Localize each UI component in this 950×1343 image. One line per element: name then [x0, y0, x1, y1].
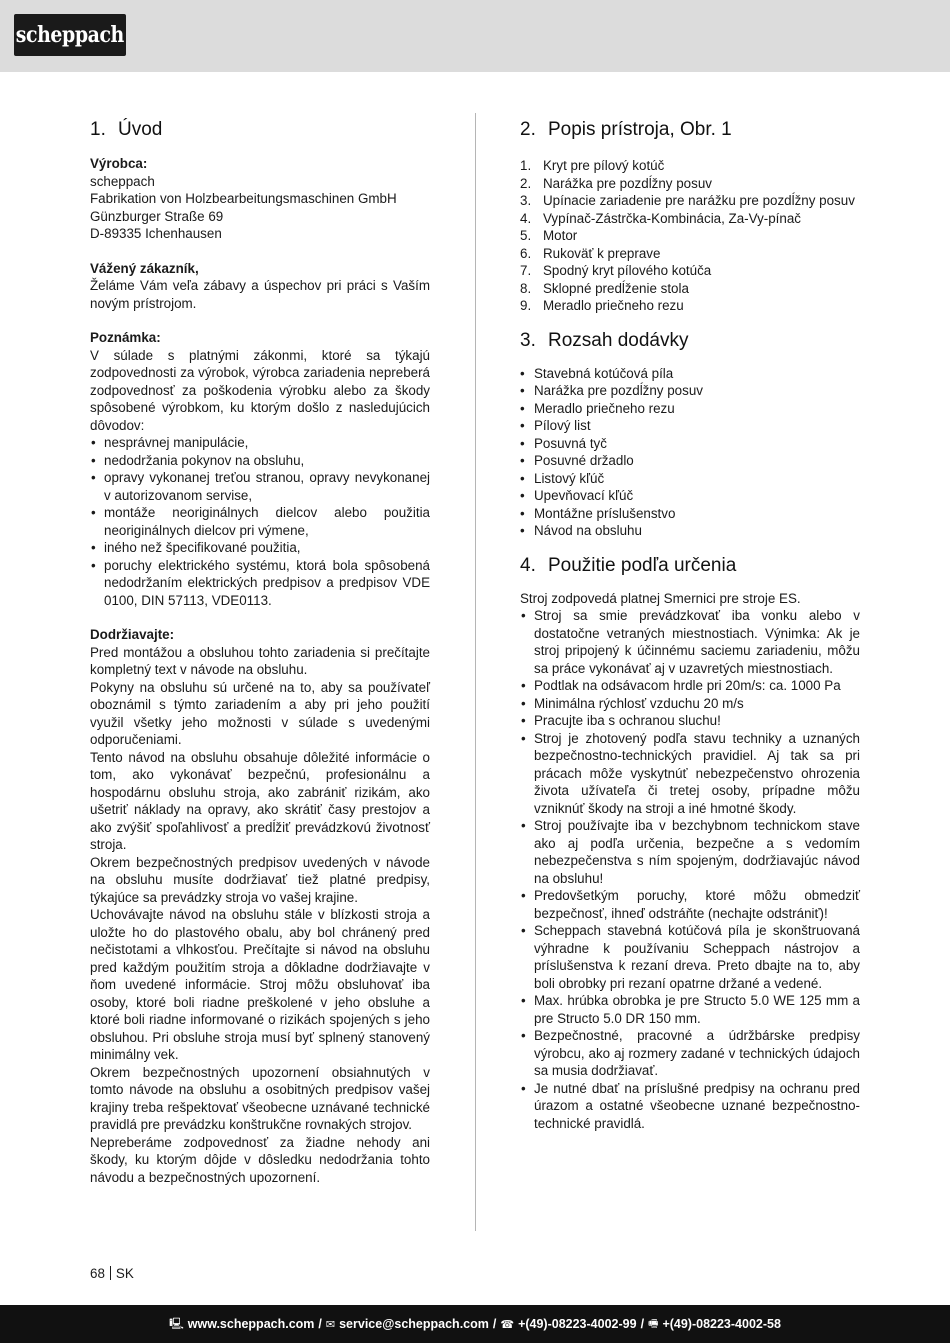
section-number: 3. — [520, 329, 536, 351]
footer-slash: / — [492, 1317, 497, 1331]
section-title: Použitie podľa určenia — [548, 554, 737, 576]
list-item: • Stavebná kotúčová píla — [520, 365, 860, 383]
list-item — [520, 227, 860, 245]
section-heading-usage — [520, 554, 860, 578]
item-number: 4. — [520, 210, 532, 226]
page-number-value: 68 — [90, 1266, 105, 1281]
scheppach-logo — [14, 14, 126, 56]
item-number: 3. — [520, 193, 532, 208]
section-title: Popis prístroja, Obr. 1 — [548, 119, 732, 140]
paragraph: Nepreberáme zodpovednosť za žiadne nehody ani škody, ku ktorým dôjde v dôsledku nedodržania tohto návodu a bezpečnostných upozornení. — [90, 1134, 430, 1185]
list-item: • Návod na obsluhu — [520, 522, 860, 540]
section-title: Úvod — [118, 119, 163, 140]
item-text: Spodný kryt pílového kotúča — [543, 263, 712, 278]
item-number: 9. — [520, 298, 532, 313]
manufacturer-line: D-89335 Ichenhausen — [90, 226, 222, 241]
note-list — [90, 434, 430, 609]
paragraph: Tento návod na obsluhu obsahuje dôležité informácie o tom, ako vykonávať bezpečnú, profesionálnu a hospodárnu obsluhu stroja, ako zabrániť rizikám, ako ušetriť náklady na opravy, ako skrátiť časy prestojov a ako zvýšiť spoľahlivosť a predĺžiť prevádzkovú životnosť stroja. — [90, 749, 430, 852]
customer-text: Želáme Vám veľa zábavy a úspechov pri práci s Vaším novým prístrojom. — [90, 278, 430, 311]
paragraph: Okrem bezpečnostných upozornení obsiahnutých v tomto návode na obsluhu a osobitných predpisov vašej krajiny treba rešpektovať všeobecne uznávané technické pravidlá pre prevádzku konštrukčne rovnakých strojov. — [90, 1064, 430, 1132]
item-number: 2. — [520, 175, 532, 191]
section-number: 1. — [90, 119, 106, 140]
list-item: • Listový kľúč — [520, 470, 860, 488]
item-text: Rukoväť k preprave — [543, 245, 661, 261]
manufacturer-line: Fabrikation von Holzbearbeitungsmaschinen GmbH — [90, 191, 397, 206]
footer-fax: +(49)-08223-4002-58 — [662, 1317, 781, 1331]
list-item: • Upevňovací kľúč — [520, 487, 860, 505]
page-separator — [110, 1266, 111, 1280]
list-item — [520, 210, 860, 228]
item-text: Narážka pre pozdĺžny posuv — [543, 175, 712, 191]
item-number: 8. — [520, 280, 532, 296]
section-number: 2. — [520, 119, 536, 140]
list-item: • opravy vykonanej treťou stranou, opravy nevykonanej v autorizovanom servise, — [90, 469, 430, 504]
customer-label: Vážený zákazník, — [90, 260, 199, 276]
page-number — [90, 1266, 134, 1281]
section-heading-delivery — [520, 329, 860, 353]
note-label: Poznámka: — [90, 330, 161, 345]
list-item: • Meradlo priečneho rezu — [520, 400, 860, 418]
list-item — [520, 262, 860, 280]
list-item: • Stroj používajte iba v bezchybnom technickom stave ako aj podľa určenia, bezpečne a s vedomím nebezpečenstva s ním spojeným, dodržiavajúc návod na obsluhu! — [520, 817, 860, 887]
item-text: Meradlo priečneho rezu — [543, 298, 684, 313]
item-number: 7. — [520, 263, 532, 278]
list-item: • Montážne príslušenstvo — [520, 505, 860, 523]
observe-label: Dodržiavajte: — [90, 627, 175, 642]
list-item: • Stroj je zhotovený podľa stavu techniky a uznaných bezpečnostno-technických pravidiel. Aj tak sa pri prácach môže vyskytnúť nebezpečenstvo ohrozenia života užívateľa či tretej osoby, prípadne môžu vzniknúť škody na stroji a iné hmotné škody. — [520, 730, 860, 818]
list-item: • Podtlak na odsávacom hrdle pri 20m/s: ca. 1000 Pa — [520, 677, 860, 695]
header-bar — [0, 0, 950, 72]
section-title: Rozsah dodávky — [548, 329, 689, 351]
footer-slash: / — [640, 1317, 645, 1331]
footer-slash: / — [318, 1317, 322, 1331]
section-heading-intro — [90, 118, 430, 142]
section-heading-description — [520, 118, 860, 142]
list-item: • Bezpečnostné, pracovné a údržbárske predpisy výrobcu, ako aj rozmery zadané v technických údajoch sa musia dodržiavať. — [520, 1027, 860, 1080]
item-text: Upínacie zariadenie pre narážku pre pozdĺžny posuv — [543, 193, 855, 208]
mail-icon: ✉ — [325, 1317, 336, 1331]
page-language: SK — [115, 1266, 134, 1281]
item-text: Motor — [543, 228, 578, 243]
footer-bar — [0, 1305, 950, 1343]
footer-web[interactable]: www.scheppach.com — [187, 1317, 315, 1331]
observe-block — [90, 626, 430, 1186]
usage-intro: Stroj zodpovedá platnej Smernici pre stroje ES. — [520, 590, 801, 606]
phone-icon: ☎ — [500, 1317, 515, 1331]
list-item: • nedodržania pokynov na obsluhu, — [90, 452, 430, 470]
list-item: • Stroj sa smie prevádzkovať iba vonku alebo v dostatočne vetraných miestnostiach. Výnimka: Ak je stroj pripojený k účinnému saciemu zariadeniu, môžu sa práce vykonávať aj v uzavretých miestnostiach. — [520, 607, 860, 677]
list-item: • Posuvná tyč — [520, 435, 860, 453]
right-column — [520, 118, 860, 1132]
footer-email[interactable]: service@scheppach.com — [339, 1317, 489, 1331]
paragraph: Pokyny na obsluhu sú určené na to, aby sa používateľ oboznámil s týmto zariadením a aby pri jeho použití využil všetky jeho možnosti v súlade s uvedenými odporučeniami. — [90, 679, 430, 747]
list-item: • Scheppach stavebná kotúčová píla je skonštruovaná výhradne k používaniu Scheppach nástrojov a príslušenstva k rezaní dreva. Preto dbajte na to, aby boli obrobky pri rezaní opatrne držané a vedené. — [520, 922, 860, 992]
paragraph: Pred montážou a obsluhou tohto zariadenia si prečítajte kompletný text v návode na obsluhu. — [90, 644, 430, 677]
list-item — [520, 175, 860, 193]
manufacturer-block — [90, 155, 430, 243]
item-number: 5. — [520, 228, 532, 243]
note-text: V súlade s platnými zákonmi, ktoré sa týkajú zodpovednosti za výrobok, výrobca zariadenia nepreberá zodpovednosť za poškodenia výrobku alebo za škody spôsobené výrobkom, ku ktorým došlo z nasledujúcich dôvodov: — [90, 347, 430, 433]
list-item — [520, 245, 860, 263]
item-number: 1. — [520, 158, 532, 173]
column-divider — [475, 113, 476, 1231]
list-item: • Predovšetkým poruchy, ktoré môžu obmedziť bezpečnosť, ihneď odstráňte (nechajte odstrániť)! — [520, 887, 860, 922]
note-block — [90, 329, 430, 609]
list-item: • Pílový list — [520, 417, 860, 435]
item-text: Kryt pre pílový kotúč — [543, 158, 665, 173]
list-item — [520, 297, 860, 315]
list-item — [520, 280, 860, 298]
list-item: • montáže neoriginálnych dielcov alebo použitia neoriginálnych dielcov pri výmene, — [90, 504, 430, 539]
list-item: • Minimálna rýchlosť vzduchu 20 m/s — [520, 695, 860, 713]
list-item — [520, 157, 860, 175]
list-item: • iného než špecifikované použitia, — [90, 539, 430, 557]
delivery-list — [520, 365, 860, 540]
left-column — [90, 118, 430, 1203]
list-item: • Pracujte iba s ochranou sluchu! — [520, 712, 860, 730]
manufacturer-line: scheppach — [90, 173, 155, 189]
paragraph: Uchovávajte návod na obsluhu stále v blízkosti stroja a uložte ho do plastového obalu, aby bol chránený pred nečistotami a vlhkosťou. Prečítajte si návod na obsluhu pred každým použitím stroja a dôkladne dodržiavajte v ňom uvedené informácie. Stroj môžu obsluhovať iba osoby, ktoré boli riadne preškolené v jeho obsluhe a ktoré boli riadne informované o rizikách spojených s jeho obsluhou. Pri obsluhe stroja musí byť splnený stanovený minimálny vek. — [90, 907, 430, 1062]
list-item: • nesprávnej manipulácie, — [90, 434, 430, 452]
footer-phone: +(49)-08223-4002-99 — [518, 1317, 637, 1331]
fax-icon: 🖷 — [648, 1316, 659, 1330]
item-number: 6. — [520, 245, 532, 261]
manufacturer-line: Günzburger Straße 69 — [90, 208, 224, 224]
list-item: • Posuvné držadlo — [520, 452, 860, 470]
parts-list — [520, 157, 860, 315]
list-item: • Max. hrúbka obrobka je pre Structo 5.0 WE 125 mm a pre Structo 5.0 DR 150 mm. — [520, 992, 860, 1027]
section-number: 4. — [520, 554, 536, 576]
list-item: • poruchy elektrického systému, ktorá bola spôsobená nedodržaním elektrických predpisov a predpisov VDE 0100, DIN 57113, VDE0113. — [90, 557, 430, 610]
list-item: • Narážka pre pozdĺžny posuv — [520, 382, 860, 400]
item-text: Sklopné predĺženie stola — [543, 280, 689, 296]
item-text: Vypínač-Zástrčka-Kombinácia, Za-Vy-pínač — [543, 210, 801, 226]
manufacturer-label: Výrobca: — [90, 156, 148, 171]
list-item: • Je nutné dbať na príslušné predpisy na ochranu pred úrazom a ostatné všeobecne uznané bezpečnostno-technické pravidlá. — [520, 1080, 860, 1133]
paragraph: Okrem bezpečnostných predpisov uvedených v návode na obsluhu musíte dodržiavať tiež platné predpisy, týkajúce sa prevádzky stroja vo vašej krajine. — [90, 854, 430, 905]
logo-text: scheppach — [15, 22, 125, 48]
customer-block — [90, 260, 430, 313]
usage-list — [520, 607, 860, 1132]
list-item — [520, 192, 860, 210]
computer-icon: 🖳 — [169, 1316, 184, 1330]
